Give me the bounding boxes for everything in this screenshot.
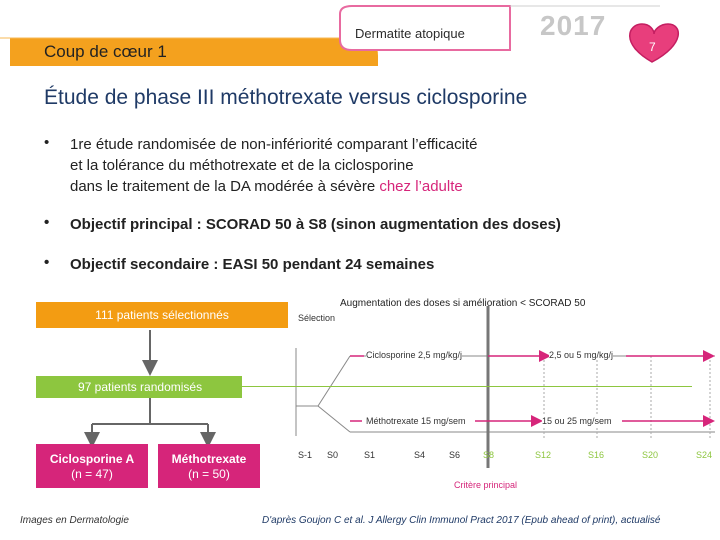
bullet-line-3-main: dans le traitement de la DA modérée à sévère <box>70 178 380 195</box>
timepoint: S24 <box>696 450 713 460</box>
arm-a-count: (n = 47) <box>71 467 113 481</box>
bullet-line-3-highlight: chez l’adulte <box>379 178 463 195</box>
bullet-line-1: 1re étude randomisée de non-infériorité comparant l’efficacité <box>70 136 478 153</box>
dose-increase-note: Augmentation des doses si amélioration < SCORAD 50 <box>340 298 586 309</box>
timepoint: S0 <box>327 450 339 460</box>
bullet-secondary-text: Objectif secondaire : EASI 50 pendant 24 semaines <box>70 256 435 273</box>
timepoint: S4 <box>414 450 426 460</box>
bullet-dot: • <box>44 254 50 271</box>
bullet-line-2: et la tolérance du méthotrexate et de la ciclosporine <box>70 157 414 174</box>
timepoint: S6 <box>449 450 461 460</box>
randomized-line <box>242 386 692 387</box>
slide-title: Étude de phase III méthotrexate versus ciclosporine <box>44 86 528 109</box>
category-tab-label: Dermatite atopique <box>355 26 465 41</box>
bullet-dot: • <box>44 134 50 151</box>
timepoint: S16 <box>588 450 605 460</box>
primary-criterion-label: Critère principal <box>454 480 518 490</box>
year-label: 2017 <box>540 10 607 41</box>
timepoint: S12 <box>535 450 552 460</box>
ciclo-dose-1: Ciclosporine 2,5 mg/kg/j <box>366 350 463 360</box>
timepoint: S1 <box>364 450 376 460</box>
mtx-dose-2: 15 ou 25 mg/sem <box>542 416 612 426</box>
bullet-primary-text: Objectif principal : SCORAD 50 à S8 (sinon augmentation des doses) <box>70 216 561 233</box>
arm-ciclosporine-box <box>36 444 148 488</box>
footer-source-journal: Images en Dermatologie <box>20 515 129 526</box>
timepoint: S-1 <box>298 450 313 460</box>
arm-a-name: Ciclosporine A <box>49 452 135 466</box>
ciclo-dose-2: 2,5 ou 5 mg/kg/j <box>549 350 614 360</box>
section-title: Coup de cœur 1 <box>44 42 167 61</box>
timepoint: S20 <box>642 450 659 460</box>
selected-patients-box: 111 patients sélectionnés <box>36 302 288 328</box>
footer-reference: D'après Goujon C et al. J Allergy Clin Immunol Pract 2017 (Epub ahead of print), actualisé <box>262 515 661 526</box>
arm-b-count: (n = 50) <box>188 467 230 481</box>
selection-label: Sélection <box>298 313 336 323</box>
timepoint-primary: S8 <box>483 450 495 460</box>
arm-b-name: Méthotrexate <box>171 452 247 466</box>
page-number: 7 <box>649 40 656 54</box>
arm-methotrexate-box <box>158 444 260 488</box>
mtx-dose-1: Méthotrexate 15 mg/sem <box>366 416 466 426</box>
randomized-patients-box: 97 patients randomisés <box>36 376 242 398</box>
bullet-dot: • <box>44 214 50 231</box>
